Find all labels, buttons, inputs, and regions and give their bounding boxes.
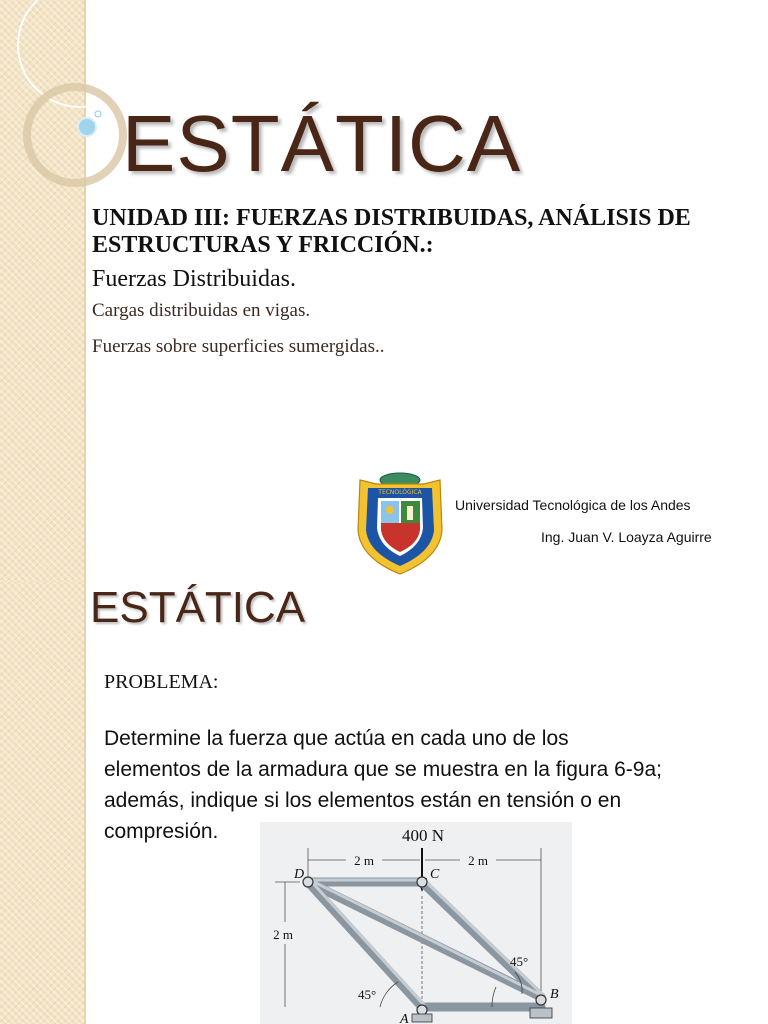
truss-figure [260, 822, 572, 1024]
slide-2 [0, 582, 768, 1024]
university-name: Universidad Tecnológica de los Andes [455, 497, 691, 513]
joint-d [303, 877, 313, 887]
dimension-left: 2 m [354, 853, 374, 868]
teacher-name: Ing. Juan V. Loayza Aguirre [541, 529, 712, 545]
university-seal-icon [352, 470, 448, 578]
joint-a [417, 1005, 427, 1015]
decorative-circles [0, 0, 130, 240]
problem-statement: Determine la fuerza que actúa en cada uno de los elementos de la armadura que se muestra en la figura 6-9a; además, indique si los elementos están en tensión o en compresión. [104, 727, 662, 843]
subtitle: Fuerzas Distribuidas. [92, 266, 296, 292]
support-b [530, 1008, 552, 1018]
topic-item: Fuerzas sobre superficies sumergidas.. [92, 336, 385, 357]
node-label-a: A [400, 1012, 409, 1024]
slide-title: ESTÁTICA [122, 99, 522, 188]
angle-label-left: 45° [358, 987, 377, 1002]
problem-label: PROBLEMA: [104, 671, 219, 693]
unit-title: UNIDAD III: FUERZAS DISTRIBUIDAS, ANÁLISIS DE ESTRUCTURAS Y FRICCIÓN.: [92, 205, 691, 258]
deco-bubble [78, 118, 96, 136]
node-label-d: D [294, 867, 305, 882]
support-a [412, 1014, 432, 1022]
deco-bubble-small [95, 111, 101, 117]
side-texture-strip [0, 582, 84, 1024]
dimension-right: 2 m [468, 853, 488, 868]
deco-ring-thick [27, 87, 123, 183]
slide-title: ESTÁTICA [90, 583, 306, 632]
topic-item: Cargas distribuidas en vigas. [92, 300, 311, 321]
node-label-c: C [430, 867, 440, 882]
node-label-b: B [550, 987, 559, 1002]
joint-b [536, 995, 546, 1005]
strip-edge [84, 582, 86, 1024]
svg-text:TECNOLÓGICA: TECNOLÓGICA [378, 489, 422, 496]
joint-c [417, 877, 427, 887]
dimension-height: 2 m [273, 927, 293, 942]
load-label: 400 N [401, 826, 445, 845]
angle-label-right: 45° [510, 954, 529, 969]
